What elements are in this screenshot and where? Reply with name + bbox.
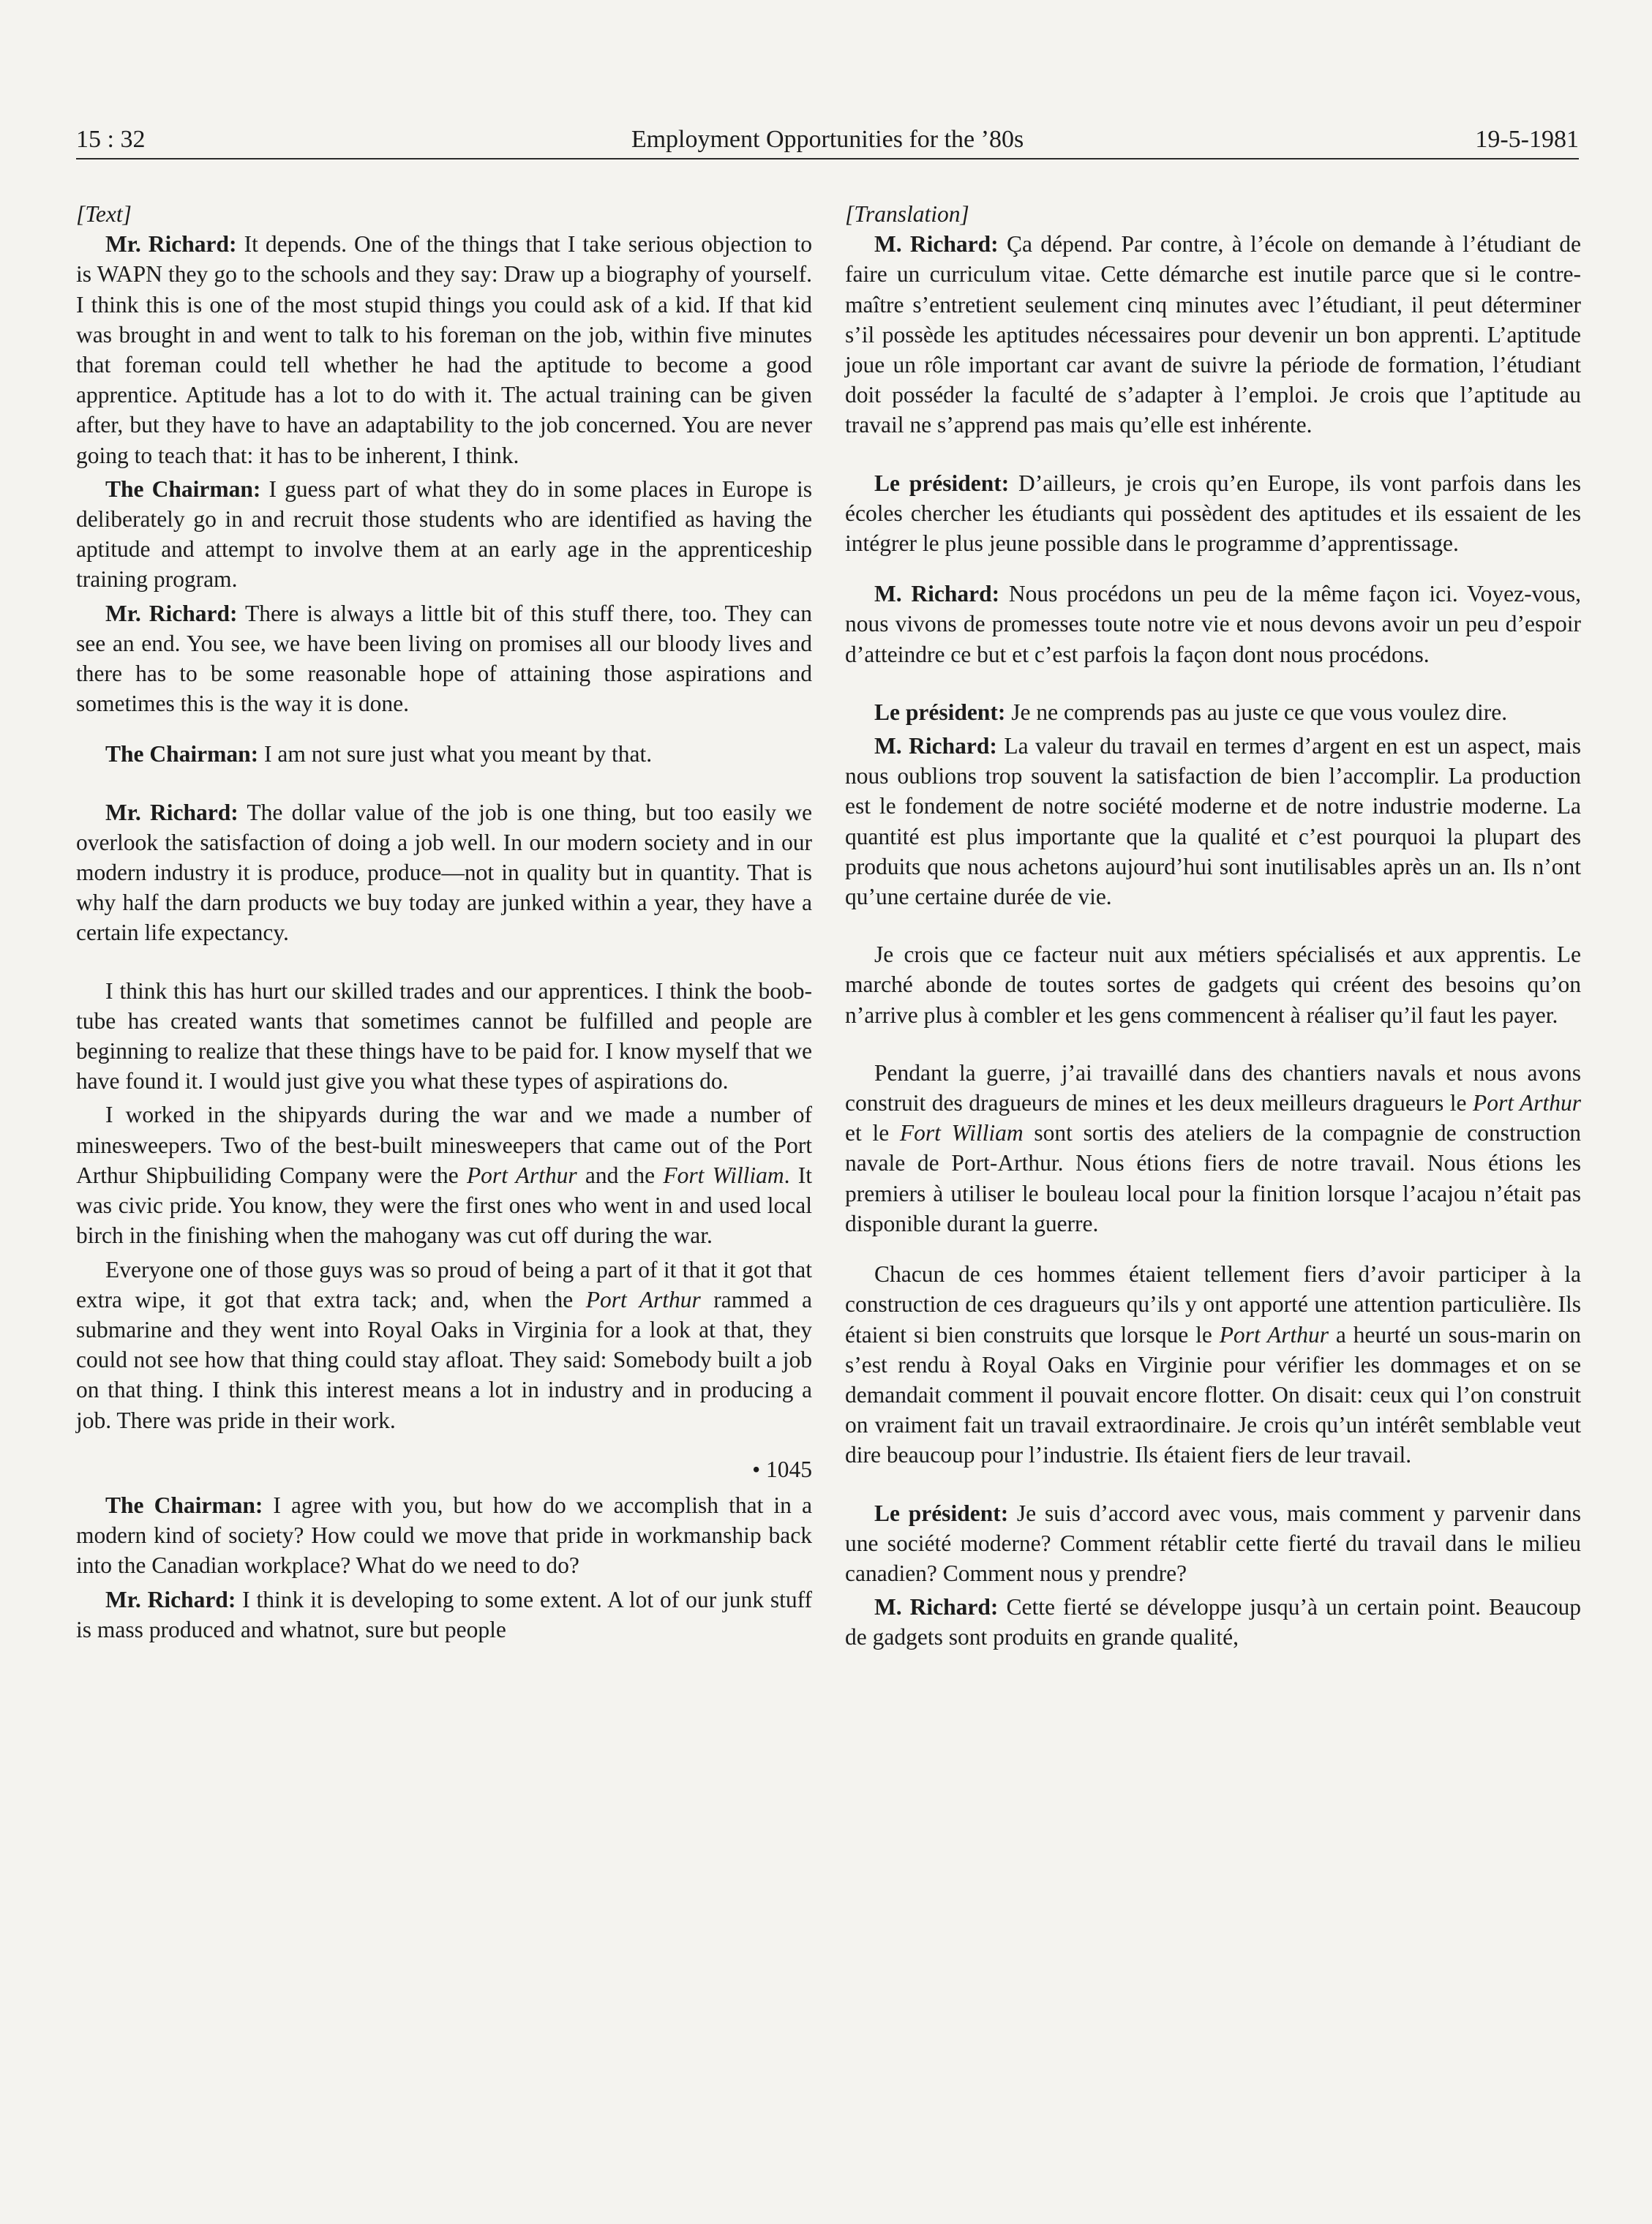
paragraph: Le président: Je suis d’accord avec vous, mais comment y parvenir dans une société moderne? Comment rétablir cette fierté du travail dans le milieu canadien? Comment nous y prendre?: [845, 1500, 1582, 1586]
paragraph: Mr. Richard: There is always a little bit of this stuff there, too. They can see an end. You see, we have been living on promises all our bloody lives and there has to be some reasonable hope of attaining those aspirations and sometimes this is the way it is done.: [76, 600, 813, 717]
page-number: 15 : 32: [76, 126, 146, 153]
paragraph: Mr. Richard: It depends. One of the things that I take serious objection to is WAPN they go to the schools and they say: Draw up a biography of yourself. I think this is one of the most stupid things you could ask of a kid. If that kid was brought in and went to talk to his foreman on the job, within five minutes that foreman could tell whether he had the aptitude to become a good apprentice. Aptitude has a lot to do with it. The actual training can be given after, but they have to have an adaptability to the job concerned. You are never going to teach that: it has to be inherent, I think.: [76, 231, 813, 468]
text-tag: [Text]: [76, 201, 132, 227]
paragraph: Everyone one of those guys was so proud of being a part of it that it got that extra wipe, it got that extra tack; and, when the Port Arthur rammed a submarine and they went into Royal Oaks in Virginia for a look at that, they could not see how that thing could stay afloat. They said: Somebody built a job on that thing. I think this interest means a lot in industry and in producing a job. There was pride in their work.: [76, 1256, 813, 1433]
page-header: [76, 121, 1579, 159]
paragraph: Pendant la guerre, j’ai travaillé dans des chantiers navals et nous avons construit des dragueurs de mines et les deux meilleurs dragueurs le Port Arthur et le Fort William sont sortis des ateliers de la compagnie de construction navale de Port-Arthur. Nous étions fiers de notre travail. Nous étions les premiers à utiliser le bouleau local pour la finition lorsque l’acajou n’était pas disponible durant la guerre.: [845, 1059, 1581, 1236]
speaker: M. Richard:: [874, 231, 999, 258]
paragraph: Le président: D’ailleurs, je crois qu’en Europe, ils vont parfois dans les écoles chercher les étudiants qui possèdent des aptitudes et ils essaient de les intégrer le plus jeune possible dans le programme d’apprentissage.: [845, 470, 1581, 557]
paragraph: Je crois que ce facteur nuit aux métiers spécialisés et aux apprentis. Le marché abonde de toutes sortes de gadgets qui créent des besoins qu’on n’arrive plus à combler et les gens commencent à réaliser qu’il faut les payer.: [845, 942, 1581, 1028]
paragraph: Chacun de ces hommes étaient tellement fiers d’avoir participer à la construction de ces dragueurs qu’ils y ont apporté une attention particulière. Ils étaient si bien construits que lorsque le Port Arthur a heurté un sous-marin on s’est rendu à Royal Oaks en Virginie pour vérifier les dommages et on se demandait comment il pouvait encore flotter. On disait: ceux qui l’on construit on vraiment fait un travail extraordinaire. Je crois qu’un intérêt semblable veut dire beaucoup pour l’industrie. Ils étaient fiers de leur travail.: [845, 1261, 1581, 1468]
paragraph: Le président: Je ne comprends pas au juste ce que vous voulez dire.: [874, 699, 1508, 725]
header-rule: [76, 158, 1579, 159]
running-title: Employment Opportunities for the ’80s: [631, 126, 1024, 153]
speaker: Le président:: [874, 1500, 1009, 1526]
speaker: The Chairman:: [105, 741, 259, 767]
paragraph: I worked in the shipyards during the war and we made a number of minesweepers. Two of the best-built minesweepers that came out of the Port Arthur Shipbuiliding Company were the Port Arthur and the Fort William. It was civic pride. You know, they were the first ones who went in and used local birch in the finishing when the mahogany was cut off during the war.: [76, 1102, 812, 1249]
speaker: M. Richard:: [874, 1594, 999, 1620]
paragraph: Mr. Richard: I think it is developing to some extent. A lot of our junk stuff is mass produced and whatnot, sure but people: [76, 1586, 813, 1642]
time-marker: • 1045: [752, 1456, 812, 1482]
translation-tag: [Translation]: [845, 201, 969, 227]
speaker: The Chairman:: [105, 476, 261, 502]
english-column: [76, 199, 812, 1645]
speaker: Le président:: [874, 699, 1006, 725]
speaker: Mr. Richard:: [105, 1586, 236, 1612]
speaker: Mr. Richard:: [105, 600, 238, 626]
paragraph: The Chairman: I agree with you, but how do we accomplish that in a modern kind of society? How could we move that pride in workmanship back into the Canadian workplace? What do we need to do?: [76, 1492, 812, 1579]
speaker: Le président:: [874, 470, 1010, 496]
paragraph: I think this has hurt our skilled trades and our apprentices. I think the boob-tube has created wants that sometimes cannot be fulfilled and people are beginning to realize that these things have to be paid for. I know myself that we have found it. I would just give you what these types of aspirations do.: [76, 977, 812, 1094]
speaker: Mr. Richard:: [105, 231, 237, 258]
speaker: M. Richard:: [874, 733, 997, 759]
speaker: Mr. Richard:: [105, 799, 239, 825]
paragraph: M. Richard: Cette fierté se développe jusqu’à un certain point. Beaucoup de gadgets sont produits en grande qualité,: [845, 1594, 1581, 1650]
speaker: M. Richard:: [874, 581, 1000, 607]
paragraph: M. Richard: Ça dépend. Par contre, à l’école on demande à l’étudiant de faire un curriculum vitae. Cette démarche est inutile parce que si le contre-maître s’entretient seulement cinq minutes avec l’étudiant, il peut déterminer s’il possède les aptitudes nécessaires pour devenir un bon apprenti. L’aptitude joue un rôle important car avant de suivre la période de formation, l’étudiant doit posséder la faculté de s’adapter à l’emploi. Je crois que l’aptitude au travail ne s’apprend pas mais qu’elle est inhérente.: [845, 231, 1581, 438]
paragraph: The Chairman: I am not sure just what you meant by that.: [105, 741, 653, 767]
speaker: The Chairman:: [105, 1492, 263, 1518]
paragraph: Mr. Richard: The dollar value of the job is one thing, but too easily we overlook the satisfaction of doing a job well. In our modern society and in our modern industry it is produce, produce—not in quality but in quantity. That is why half the darn products we buy today are junked within a year, they have a certain life expectancy.: [76, 799, 812, 946]
french-column: [845, 199, 1581, 1653]
paragraph: The Chairman: I guess part of what they do in some places in Europe is deliberately go in and recruit those students who are identified as having the aptitude and attempt to involve them at an early age in the apprenticeship training program.: [76, 476, 812, 593]
page-date: 19-5-1981: [1475, 126, 1579, 153]
paragraph: M. Richard: La valeur du travail en termes d’argent en est un aspect, mais nous oublions trop souvent la satisfaction de bien l’accomplir. La production est le fondement de notre société moderne et de notre industrie moderne. La quantité est plus importante que la qualité et c’est pourquoi la plupart des produits que nous achetons aujourd’hui sont inutilisables après un an. Ils n’ont qu’une certaine durée de vie.: [845, 733, 1581, 910]
paragraph: M. Richard: Nous procédons un peu de la même façon ici. Voyez-vous, nous vivons de promesses toute notre vie et nous devons avoir un peu d’espoir d’atteindre ce but et c’est parfois la façon dont nous procédons.: [845, 581, 1581, 667]
